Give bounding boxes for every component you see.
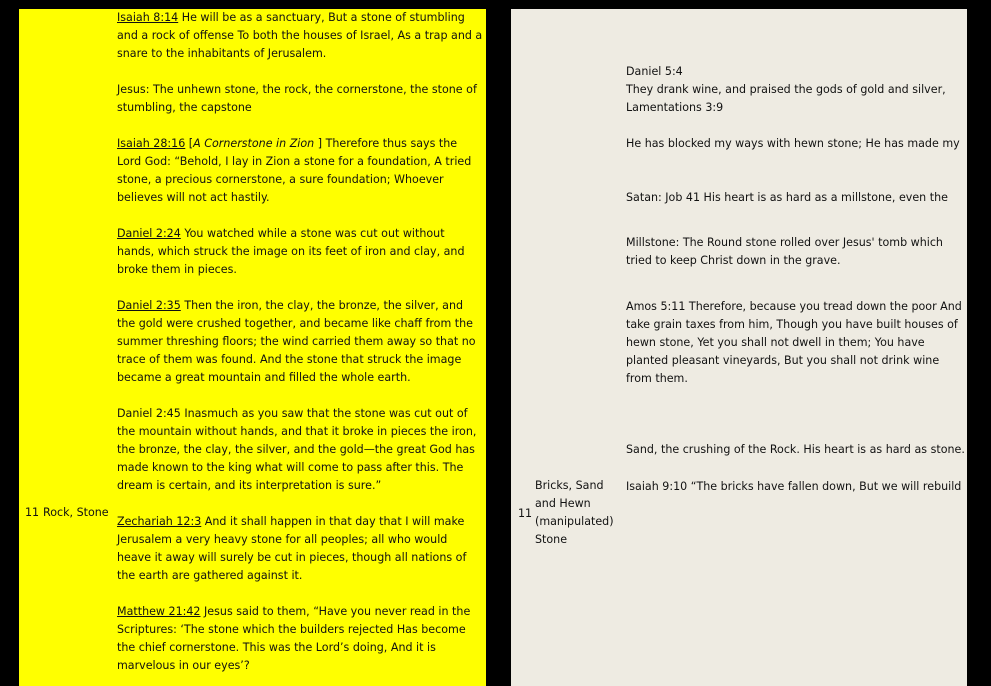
- category-label: Bricks, Sand and Hewn (manipulated) Stone: [535, 479, 614, 546]
- scripture-text: Isaiah 9:10 “The bricks have fallen down, But we will rebuild: [626, 480, 962, 493]
- scripture-text: Satan: Job 41 His heart is as hard as a millstone, even the: [626, 191, 948, 204]
- scripture-entry: [117, 225, 483, 279]
- scripture-ref-link[interactable]: Matthew 21:42: [117, 605, 201, 618]
- scripture-text: Daniel 2:45 Inasmuch as you saw that the stone was cut out of the mountain without hands, and that it broke in pieces the iron, the bronze, the clay, the silver, and the gold—the great God has made known to the king what will come to pass after this. The dream is certain, and its interpretation is sure.”: [117, 407, 477, 492]
- scripture-text: Jesus said to them, “Have you never read in the Scriptures: ‘The stone which the builders rejected Has become the chief cornerstone. This was the Lord’s doing, And it is marvelous in our eyes’?: [117, 605, 471, 672]
- scripture-text: Therefore thus says the Lord God: “Behold, I lay in Zion a stone for a foundation, A tried stone, a precious cornerstone, a sure foundation; Whoever believes will not act hastily.: [117, 137, 472, 204]
- section-heading: A Cornerstone in Zion: [193, 137, 315, 150]
- scripture-ref-link[interactable]: Isaiah 28:16: [117, 137, 186, 150]
- right-table-cell: [511, 9, 967, 686]
- scripture-entry: Isaiah 28:16 [A Cornerstone in Zion ] Therefore thus says the Lord God: “Behold, I lay in Zion a stone for a foundation, A tried stone, a precious cornerstone, a sure foundation; Whoever believes will not act hastily.: [117, 137, 472, 204]
- category-label: Rock, Stone: [43, 506, 109, 519]
- scripture-ref-link[interactable]: Isaiah 8:14: [117, 11, 179, 24]
- note-entry: [117, 81, 483, 117]
- row-number: 11: [518, 507, 533, 520]
- scripture-entry: [117, 297, 483, 387]
- scripture-ref: Lamentations 3:9: [626, 101, 724, 114]
- scripture-text: They drank wine, and praised the gods of gold and silver,: [626, 83, 946, 96]
- row-number: 11: [25, 506, 40, 519]
- scripture-text: He has blocked my ways with hewn stone; He has made my: [626, 137, 960, 150]
- left-table-cell: [19, 9, 486, 686]
- scripture-ref-link[interactable]: Daniel 2:24: [117, 227, 181, 240]
- note-text: Jesus: The unhewn stone, the rock, the cornerstone, the stone of stumbling, the capstone: [117, 83, 477, 114]
- scripture-text: And it shall happen in that day that I will make Jerusalem a very heavy stone for all peoples; all who would heave it away will surely be cut in pieces, though all nations of the earth are gathered against it.: [117, 515, 467, 582]
- note-text: Millstone: The Round stone rolled over Jesus' tomb which tried to keep Christ down in the grave.: [626, 236, 943, 267]
- scripture-entry: [117, 9, 483, 63]
- scripture-entry: [117, 405, 483, 495]
- scripture-ref-link[interactable]: Daniel 2:35: [117, 299, 181, 312]
- scripture-text: Amos 5:11 Therefore, because you tread down the poor And take grain taxes from him, Though you have built houses of hewn stone, Yet you shall not dwell in them; You have planted pleasant vineyards, But you shall not drink wine from them.: [626, 300, 962, 385]
- scripture-ref-link[interactable]: Zechariah 12:3: [117, 515, 202, 528]
- scripture-ref: Daniel 5:4: [626, 65, 683, 78]
- scripture-entry: [117, 603, 483, 675]
- scripture-text: Then the iron, the clay, the bronze, the silver, and the gold were crushed together, and became like chaff from the summer threshing floors; the wind carried them away so that no trace of them was found. And the stone that struck the image became a great mountain and filled the whole earth.: [117, 299, 476, 384]
- scripture-text: You watched while a stone was cut out without hands, which struck the image on its feet of iron and clay, and broke them in pieces.: [117, 227, 465, 276]
- note-text: Sand, the crushing of the Rock. His heart is as hard as stone.: [626, 443, 965, 456]
- scripture-entry: [117, 513, 483, 585]
- scripture-text: He will be as a sanctuary, But a stone of stumbling and a rock of offense To both the houses of Israel, As a trap and a snare to the inhabitants of Jerusalem.: [117, 11, 483, 60]
- scripture-column: [117, 9, 483, 686]
